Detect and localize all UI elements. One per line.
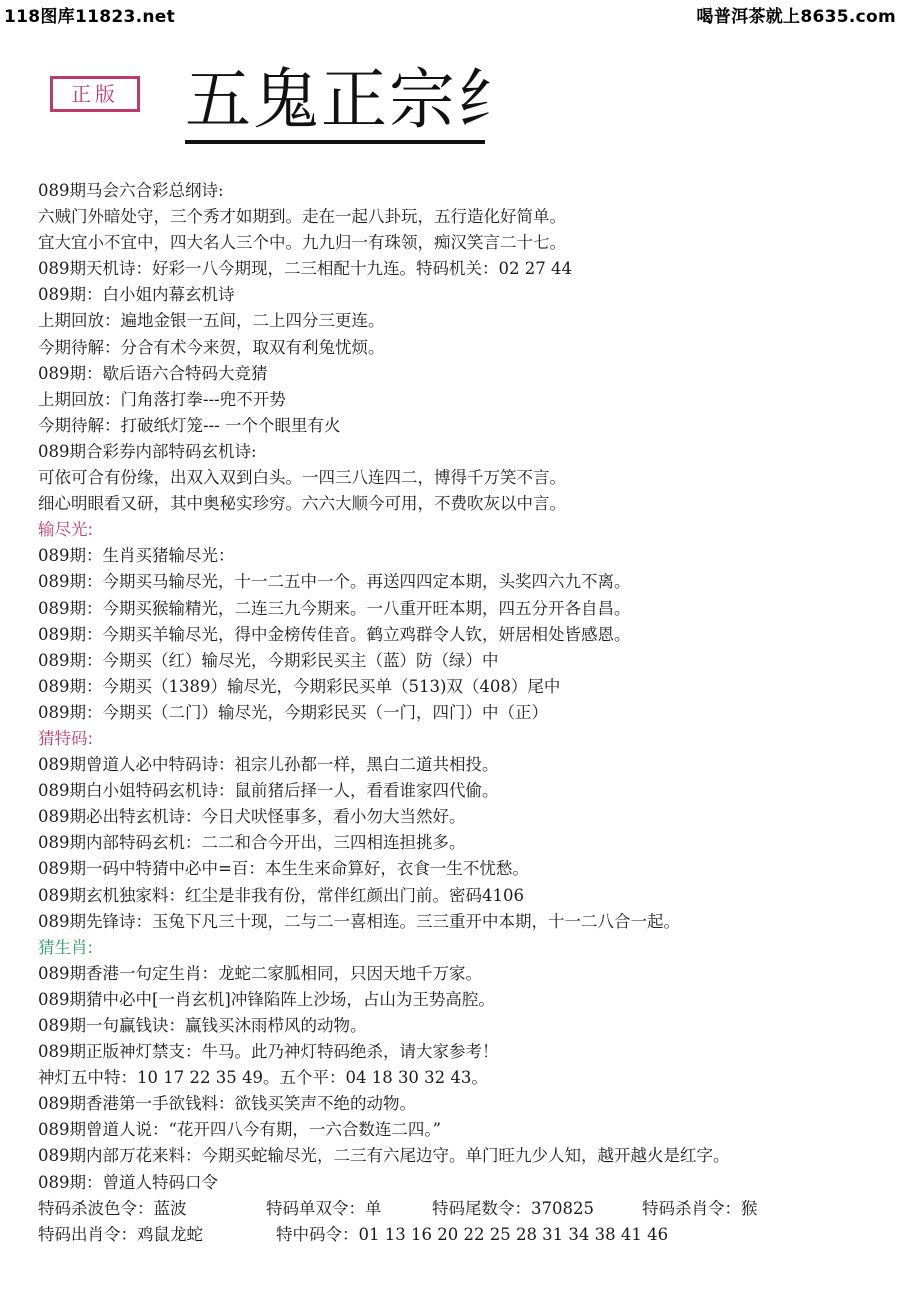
site-watermark-left: 118图库11823.net: [4, 7, 176, 27]
title-container: [185, 61, 525, 146]
text-line: 089期白小姐特码玄机诗：鼠前猪后择一人，看看谁家四代偷。: [38, 781, 499, 801]
code-kill-zodiac: 特码杀肖令：猴: [642, 1198, 758, 1218]
text-line: 上期回放：遍地金银一五间，二上四分三更连。: [38, 311, 385, 331]
text-line: 089期先锋诗：玉兔下凡三十现，二与二一喜相连。三三重开中本期，十一二八合一起。: [38, 911, 680, 931]
title-underline: [185, 140, 485, 144]
text-line: 089期：曾道人特码口令: [38, 1172, 218, 1192]
text-line: 089期一句赢钱诀：赢钱买沐雨栉风的动物。: [38, 1016, 367, 1035]
text-line: 089期曾道人说：“花开四八今有期，一六合数连二四。”: [38, 1120, 442, 1140]
text-line: 089期：今期买羊输尽光，得中金榜传佳音。鹤立鸡群令人钦，妍居相处皆感恩。: [38, 624, 631, 644]
text-line: 089期：今期买（1389）输尽光，今期彩民买单（513)双（408）尾中: [38, 676, 561, 696]
text-line: 上期回放：门角落打拳---兜不开势: [38, 389, 286, 409]
text-line: 089期玄机独家料：红尘是非我有份，常伴红颜出门前。密码4106: [38, 885, 524, 905]
text-line: 089期香港一句定生肖：龙蛇二家胍相同，只因天地千万家。: [38, 963, 482, 983]
text-line: 宜大宜小不宜中，四大名人三个中。九九归一有珠领，痴汉笑言二十七。: [38, 233, 566, 253]
text-line: 可依可合有份缘，出双入双到白头。一四三八连四二，博得千万笑不言。: [38, 468, 566, 488]
text-line: 今期待解：打破纸灯笼--- 一个个眼里有火: [38, 415, 341, 435]
document-body: [38, 178, 890, 1248]
text-line: 089期内部万花来料：今期买蛇输尽光，二三有六尾边守。单门旺九少人知，越开越火是红字。: [38, 1146, 730, 1166]
code-row-1: [38, 1196, 890, 1222]
text-line: 089期马会六合彩总纲诗:: [38, 181, 224, 200]
text-line: 089期必出特玄机诗：今日犬吠怪事多，看小勿大当然好。: [38, 807, 466, 827]
text-line: 089期内部特码玄机：二二和合今开出，三四相连担挑多。: [38, 833, 466, 853]
text-line: 089期：今期买（红）输尽光，今期彩民买主（蓝）防（绿）中: [38, 650, 499, 670]
code-row-2: [38, 1222, 890, 1248]
code-hit: 特中码令：01 13 16 20 22 25 28 31 34 38 41 46: [276, 1224, 669, 1244]
text-line: 今期待解：分合有术今来贺，取双有利兔忧烦。: [38, 337, 385, 357]
edition-badge: 正版: [50, 76, 140, 112]
text-line: 089期曾道人必中特码诗：祖宗儿孙都一样，黑白二道共相投。: [38, 755, 499, 775]
text-line: 细心明眼看又研，其中奥秘实珍穷。六六大顺今可用，不费吹灰以中言。: [38, 494, 566, 514]
code-tail: 特码尾数令：370825: [432, 1198, 594, 1218]
page-title: 五鬼正宗纟: [185, 61, 525, 138]
site-watermark-right: 喝普洱茶就上8635.com: [696, 7, 896, 27]
text-line: 089期：今期买马输尽光，十一二五中一个。再送四四定本期，头奖四六九不离。: [38, 572, 631, 592]
code-out-zodiac: 特码出肖令：鸡鼠龙蛇: [38, 1224, 203, 1244]
text-line: 089期合彩券内部特码玄机诗:: [38, 441, 257, 461]
text-line: 六贼门外暗处守，三个秀才如期到。走在一起八卦玩，五行造化好简单。: [38, 207, 566, 227]
text-line: 089期天机诗：好彩一八今期现，二三相配十九连。特码机关：02 27 44: [38, 259, 572, 279]
text-line: 089期正版神灯禁支：牛马。此乃神灯特码绝杀，请大家参考！: [38, 1042, 499, 1062]
text-line: 神灯五中特：10 17 22 35 49。五个平：04 18 30 32 43。: [38, 1068, 488, 1088]
text-line: 089期猜中必中[一肖玄机]冲锋陷阵上沙场，占山为王势高腔。: [38, 989, 495, 1009]
text-line: 089期：歇后语六合特码大竞猜: [38, 363, 268, 383]
code-oddeven: 特码单双令：单: [266, 1198, 382, 1218]
text-line: 089期一码中特猜中必中=百：本生生来命算好，衣食一生不忧愁。: [38, 859, 529, 879]
section-heading-guess-code: 猜特码:: [38, 728, 94, 748]
text-line: 089期：生肖买猪输尽光：: [38, 546, 235, 566]
section-heading-guess-zodiac: 猜生肖:: [38, 937, 94, 957]
text-line: 089期：今期买（二门）输尽光，今期彩民买（一门，四门）中（正）: [38, 702, 548, 722]
text-line: 089期：白小姐内幕玄机诗: [38, 285, 235, 305]
section-heading-lose: 输尽光:: [38, 520, 94, 540]
code-wave: 特码杀波色令：蓝波: [38, 1198, 187, 1218]
text-line: 089期香港第一手欲钱料：欲钱买笑声不绝的动物。: [38, 1094, 416, 1114]
text-line: 089期：今期买猴输精光，二连三九今期来。一八重开旺本期，四五分开各自昌。: [38, 598, 631, 618]
